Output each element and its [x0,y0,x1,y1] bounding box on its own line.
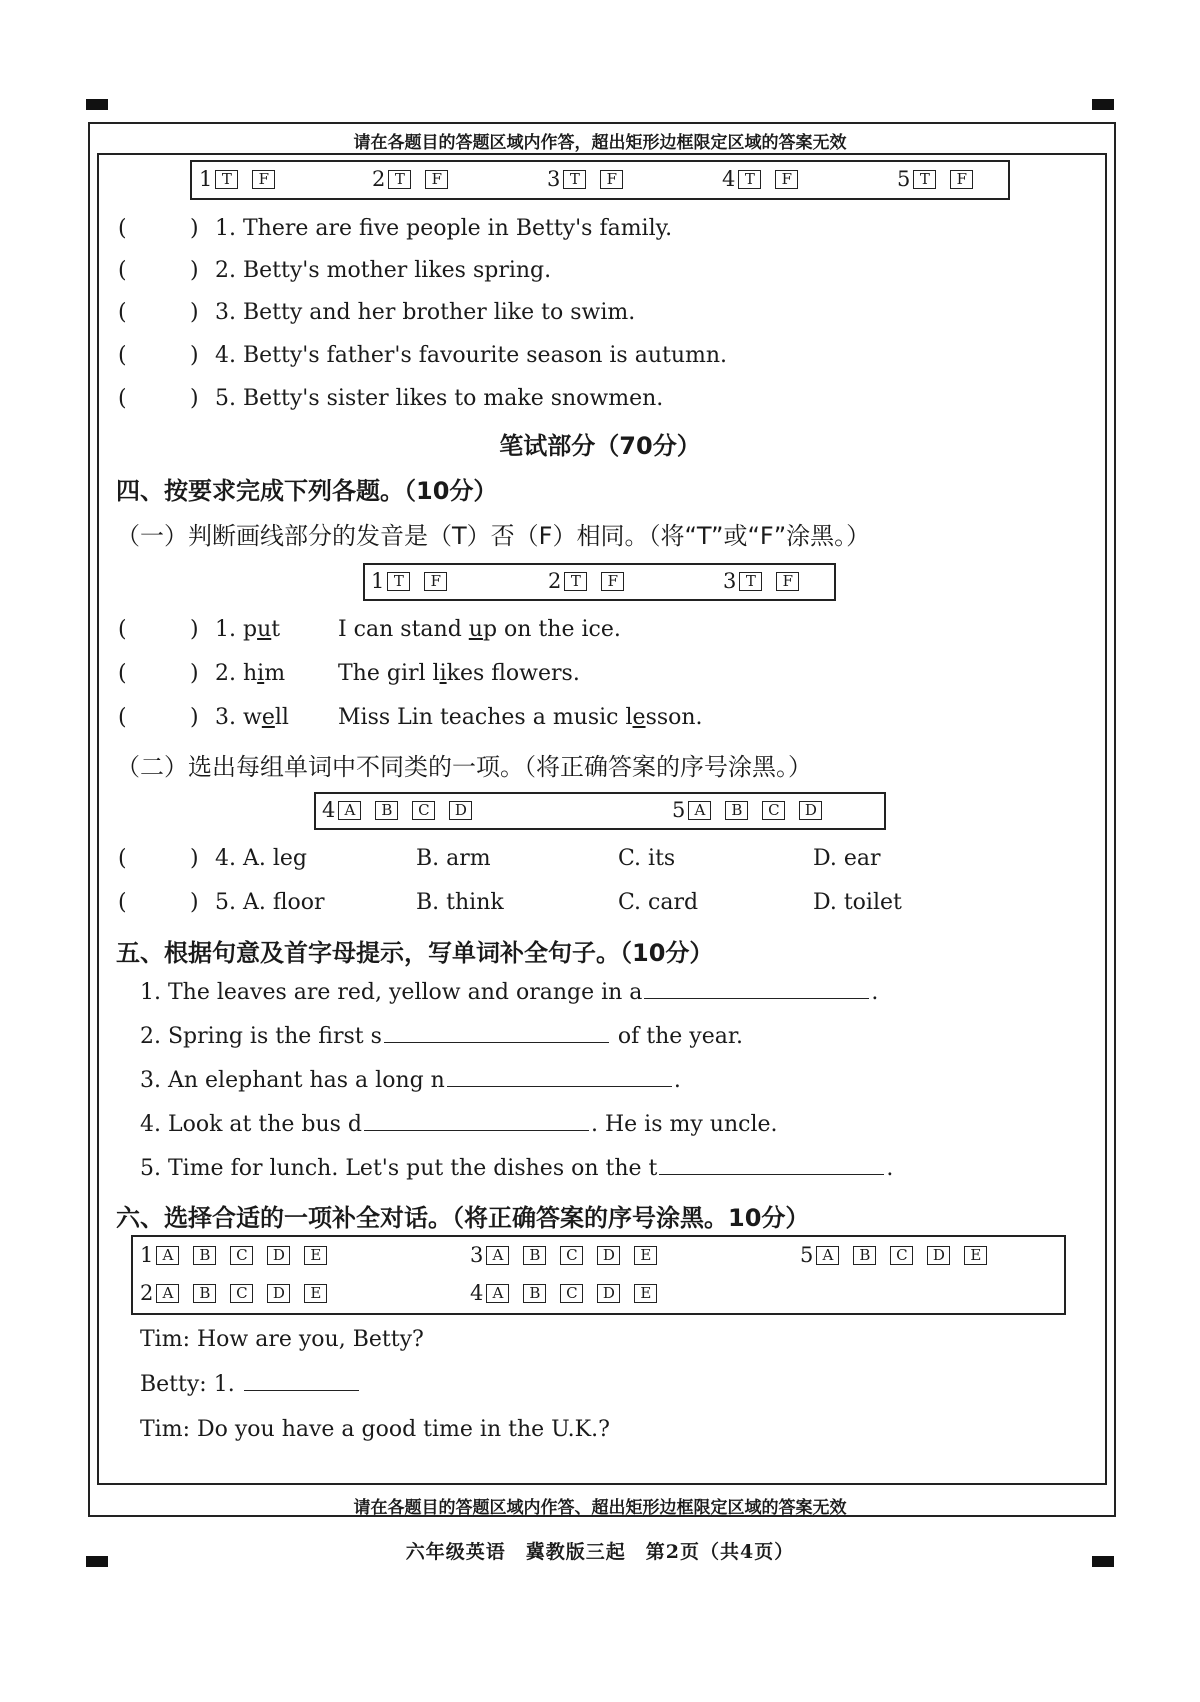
page-footer: 六年级英语 冀教版三起 第2页（共4页） [405,1541,795,1563]
bubble-f[interactable]: F [424,572,447,591]
bubble-a[interactable]: A [486,1246,509,1265]
section5-title: 五、根据句意及首字母提示，写单词补全句子。（10分） [116,939,714,967]
odd-one-out-5-a: 5. A. floor [215,890,325,915]
bubble-a[interactable]: A [688,801,711,820]
bubble-e[interactable]: E [964,1246,987,1265]
bubble-c[interactable]: C [560,1284,583,1303]
bubble-t[interactable]: T [564,572,587,591]
bubble-a[interactable]: A [338,801,361,820]
odd-one-out-5-b: B. think [416,890,504,915]
bubble-group-2: 2 T F [548,569,638,593]
fill-sentence-1: 1. The leaves are red, yellow and orange in a . [140,980,879,1005]
answer-paren-open: ( [118,890,127,915]
fill-sentence-4: 4. Look at the bus d . He is my uncle. [140,1112,778,1137]
bubble-f[interactable]: F [600,170,623,189]
bubble-d[interactable]: D [927,1246,950,1265]
bubble-b[interactable]: B [193,1284,216,1303]
odd-one-out-4-c: C. its [618,846,676,871]
bubble-group-3: 3 A B C D E [470,1243,671,1267]
section4-part2-instruction: （二）选出每组单词中不同类的一项。（将正确答案的序号涂黑。） [116,753,812,781]
bubble-group-1: 1 T F [371,569,461,593]
bubble-a[interactable]: A [156,1246,179,1265]
odd-one-out-4-b: B. arm [416,846,491,871]
section4-title: 四、按要求完成下列各题。（10分） [116,477,498,505]
bubble-f[interactable]: F [775,170,798,189]
bubble-b[interactable]: B [523,1246,546,1265]
bubble-f[interactable]: F [950,170,973,189]
notice-top: 请在各题目的答题区域内作答，超出矩形边框限定区域的答案无效 [353,133,847,153]
answer-paren-open: ( [118,300,127,325]
listening-item-3: 3. Betty and her brother like to swim. [215,300,636,325]
bubble-e[interactable]: E [304,1284,327,1303]
bubble-f[interactable]: F [252,170,275,189]
bubble-t[interactable]: T [387,572,410,591]
bubble-c[interactable]: C [890,1246,913,1265]
bubble-e[interactable]: E [634,1284,657,1303]
bubble-f[interactable]: F [425,170,448,189]
bubble-c[interactable]: C [412,801,435,820]
answer-paren-close: ) [190,386,199,411]
bubble-c[interactable]: C [230,1284,253,1303]
bubble-d[interactable]: D [597,1246,620,1265]
bubble-d[interactable]: D [267,1246,290,1265]
answer-blank[interactable] [644,997,869,999]
pronunciation-sentence-1: I can stand up on the ice. [338,617,621,642]
bubble-t[interactable]: T [739,572,762,591]
bubble-t[interactable]: T [388,170,411,189]
bubble-b[interactable]: B [725,801,748,820]
answer-blank[interactable] [447,1085,672,1087]
fill-sentence-3: 3. An elephant has a long n . [140,1068,681,1093]
answer-paren-close: ) [190,846,199,871]
bubble-b[interactable]: B [853,1246,876,1265]
bubble-t[interactable]: T [563,170,586,189]
bubble-group-4: 4 T F [722,167,812,191]
pronunciation-word-1: 1. put [215,617,281,642]
section6-title: 六、选择合适的一项补全对话。（将正确答案的序号涂黑。10分） [116,1204,810,1232]
bubble-c[interactable]: C [560,1246,583,1265]
answer-blank[interactable] [384,1041,609,1043]
listening-item-5: 5. Betty's sister likes to make snowmen. [215,386,664,411]
registration-mark-top-right [1092,99,1114,110]
answer-paren-close: ) [190,258,199,283]
bubble-b[interactable]: B [375,801,398,820]
bubble-group-5: 5 T F [897,167,987,191]
fill-sentence-2: 2. Spring is the first s of the year. [140,1024,743,1049]
bubble-group-5: 5 A B C D E [800,1243,1001,1267]
bubble-d[interactable]: D [449,801,472,820]
bubble-e[interactable]: E [304,1246,327,1265]
answer-paren-close: ) [190,705,199,730]
answer-paren-open: ( [118,617,127,642]
bubble-c[interactable]: C [762,801,785,820]
bubble-group-1: 1 A B C D E [140,1243,341,1267]
answer-paren-close: ) [190,343,199,368]
listening-item-1: 1. There are five people in Betty's family. [215,216,673,241]
bubble-b[interactable]: B [193,1246,216,1265]
answer-paren-open: ( [118,343,127,368]
bubble-e[interactable]: E [634,1246,657,1265]
answer-paren-open: ( [118,258,127,283]
bubble-t[interactable]: T [738,170,761,189]
dialogue-line-1: Tim: How are you, Betty? [140,1327,424,1352]
bubble-t[interactable]: T [215,170,238,189]
bubble-f[interactable]: F [776,572,799,591]
answer-paren-open: ( [118,846,127,871]
answer-paren-open: ( [118,705,127,730]
bubble-group-4: 4 A B C D [322,798,486,822]
pronunciation-sentence-2: The girl likes flowers. [338,661,580,686]
written-part-title: 笔试部分（70分） [499,432,701,460]
notice-bottom: 请在各题目的答题区域内作答、超出矩形边框限定区域的答案无效 [353,1498,847,1518]
bubble-b[interactable]: B [523,1284,546,1303]
pronunciation-word-3: 3. well [215,705,289,730]
bubble-t[interactable]: T [913,170,936,189]
dialogue-line-2: Betty: 1. [140,1372,361,1397]
bubble-a[interactable]: A [486,1284,509,1303]
bubble-group-2: 2 A B C D E [140,1281,341,1305]
answer-paren-close: ) [190,890,199,915]
bubble-group-1: 1 T F [199,167,289,191]
answer-paren-open: ( [118,386,127,411]
bubble-group-2: 2 T F [372,167,462,191]
registration-mark-top-left [86,99,108,110]
bubble-d[interactable]: D [597,1284,620,1303]
pronunciation-sentence-3: Miss Lin teaches a music lesson. [338,705,703,730]
answer-paren-open: ( [118,216,127,241]
bubble-group-3: 3 T F [723,569,813,593]
odd-one-out-5-d: D. toilet [813,890,902,915]
odd-one-out-5-c: C. card [618,890,699,915]
bubble-group-5: 5 A B C D [672,798,836,822]
listening-item-2: 2. Betty's mother likes spring. [215,258,552,283]
answer-paren-close: ) [190,661,199,686]
listening-item-4: 4. Betty's father's favourite season is autumn. [215,343,728,368]
bubble-a[interactable]: A [156,1284,179,1303]
bubble-d[interactable]: D [267,1284,290,1303]
bubble-d[interactable]: D [799,801,822,820]
odd-one-out-4-d: D. ear [813,846,881,871]
answer-blank[interactable] [244,1389,359,1391]
bubble-group-3: 3 T F [547,167,637,191]
bubble-c[interactable]: C [230,1246,253,1265]
answer-paren-close: ) [190,617,199,642]
section4-part1-instruction: （一）判断画线部分的发音是（T）否（F）相同。（将“T”或“F”涂黑。） [116,522,871,550]
answer-paren-close: ) [190,300,199,325]
answer-blank[interactable] [364,1129,589,1131]
odd-one-out-4-a: 4. A. leg [215,846,307,871]
bubble-f[interactable]: F [601,572,624,591]
dialogue-line-3: Tim: Do you have a good time in the U.K.? [140,1417,610,1442]
pronunciation-word-2: 2. him [215,661,286,686]
fill-sentence-5: 5. Time for lunch. Let's put the dishes on the t . [140,1156,894,1181]
bubble-group-4: 4 A B C D E [470,1281,671,1305]
bubble-a[interactable]: A [816,1246,839,1265]
answer-paren-open: ( [118,661,127,686]
answer-blank[interactable] [659,1173,884,1175]
answer-paren-close: ) [190,216,199,241]
